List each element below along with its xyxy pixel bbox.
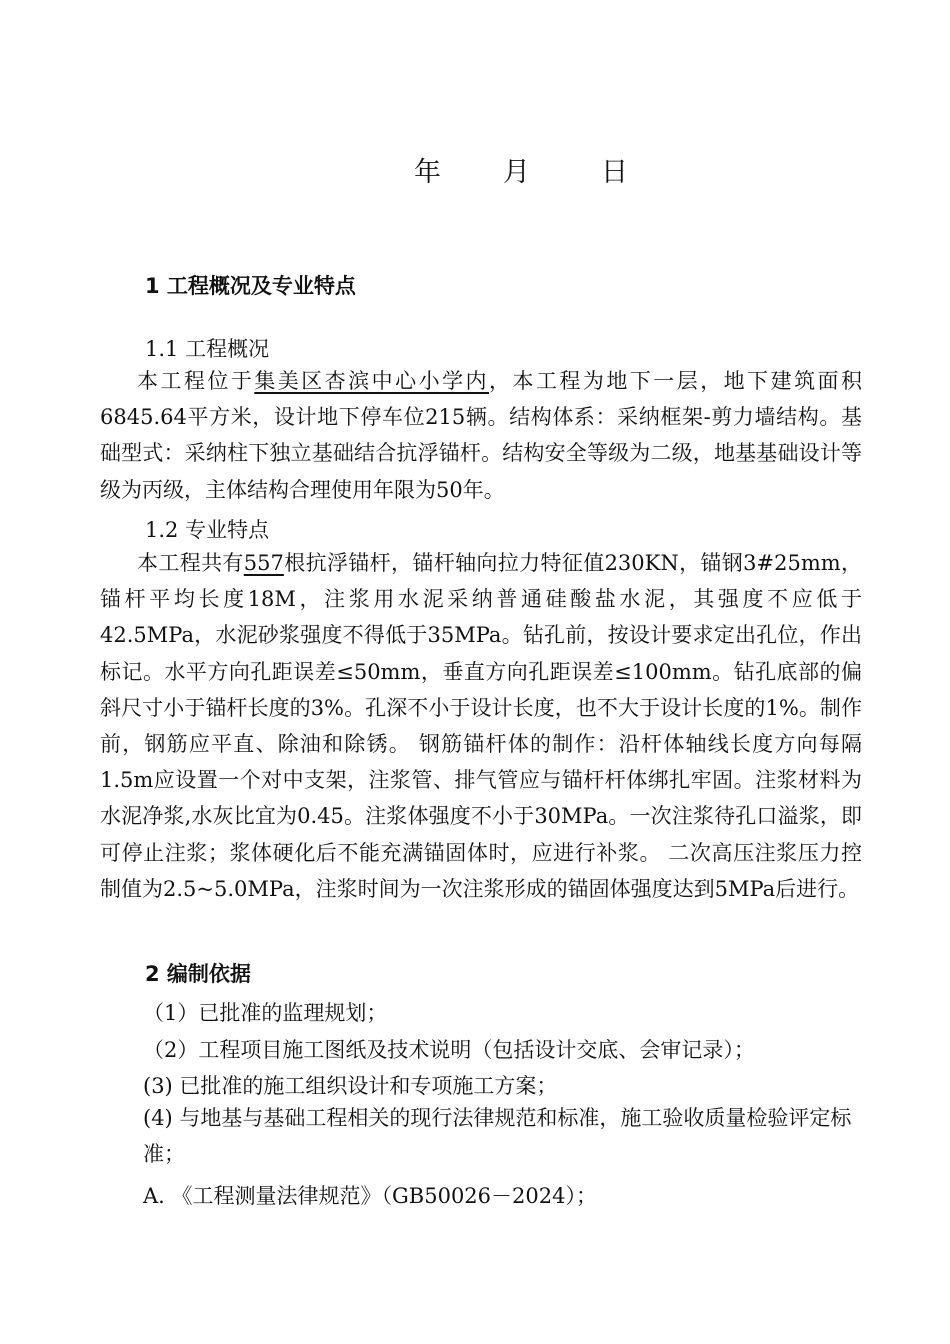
basis-item-2: （2）工程项目施工图纸及技术说明（包括设计交底、会审记录）；: [143, 1038, 755, 1062]
features-text-start: 本工程共有: [137, 551, 244, 575]
month-label: 月: [503, 157, 530, 188]
basis-item-3: (3) 已批准的施工组织设计和专项施工方案；: [143, 1074, 558, 1098]
basis-sub-item-a: A. 《工程测量法律规范》（GB50026－2024）；: [143, 1184, 597, 1208]
basis-item-1: （1）已批准的监理规划；: [143, 1001, 388, 1025]
day-label: 日: [601, 157, 628, 188]
basis-item-4: (4) 与地基与基础工程相关的现行法律规范和标准，施工验收质量检验评定标准；: [143, 1106, 852, 1167]
section-1-2-heading: 1.2 专业特点: [145, 518, 270, 542]
anchor-count: 557: [243, 551, 284, 575]
project-location: 集美区杏滨中心小学内: [254, 369, 490, 393]
overview-text-rest: ，本工程为地下一层，地下建筑面积6845.64平方米，设计地下停车位215辆。结构体系：采纳框架-剪力墙结构。基础型式：采纳柱下独立基础结合抗浮锚杆。结构安全等级为二级，地基基础设计等级为丙级，主体结构合理使用年限为50年。: [100, 369, 863, 502]
section-1-1-heading: 1.1 工程概况: [145, 337, 270, 361]
section-1-heading: 1 工程概况及专业特点: [145, 274, 356, 298]
project-overview-paragraph: [100, 363, 862, 508]
year-label: 年: [414, 157, 441, 188]
professional-features-paragraph: [100, 545, 862, 907]
section-2-heading: 2 编制依据: [145, 962, 251, 986]
overview-text-start: 本工程位于: [137, 369, 255, 393]
date-line: [0, 150, 950, 190]
features-text-rest: 根抗浮锚杆，锚杆轴向拉力特征值230KN，锚钢3#25mm，锚杆平均长度18M，注浆用水泥采纳普通硅酸盐水泥，其强度不应低于42.5MPa，水泥砂浆强度不得低于35MPa。钻孔前，按设计要求定出孔位，作出标记。水平方向孔距误差≤50mm，垂直方向孔距误差≤100mm。钻孔底部的偏斜尺寸小于锚杆长度的3%。孔深不小于设计长度，也不大于设计长度的1%。制作前，钢筋应平直、除油和除锈。 钢筋锚杆体的制作：沿杆体轴线长度方向每隔1.5m应设置一个对中支架，注浆管、排气管应与锚杆杆体绑扎牢固。注浆材料为水泥净浆,水灰比宜为0.45。注浆体强度不小于30MPa。一次注浆待孔口溢浆，即可停止注浆；浆体硬化后不能充满锚固体时，应进行补浆。 二次高压注浆压力控制值为2.5~5.0MPa，注浆时间为一次注浆形成的锚固体强度达到5MPa后进行。: [100, 551, 862, 901]
